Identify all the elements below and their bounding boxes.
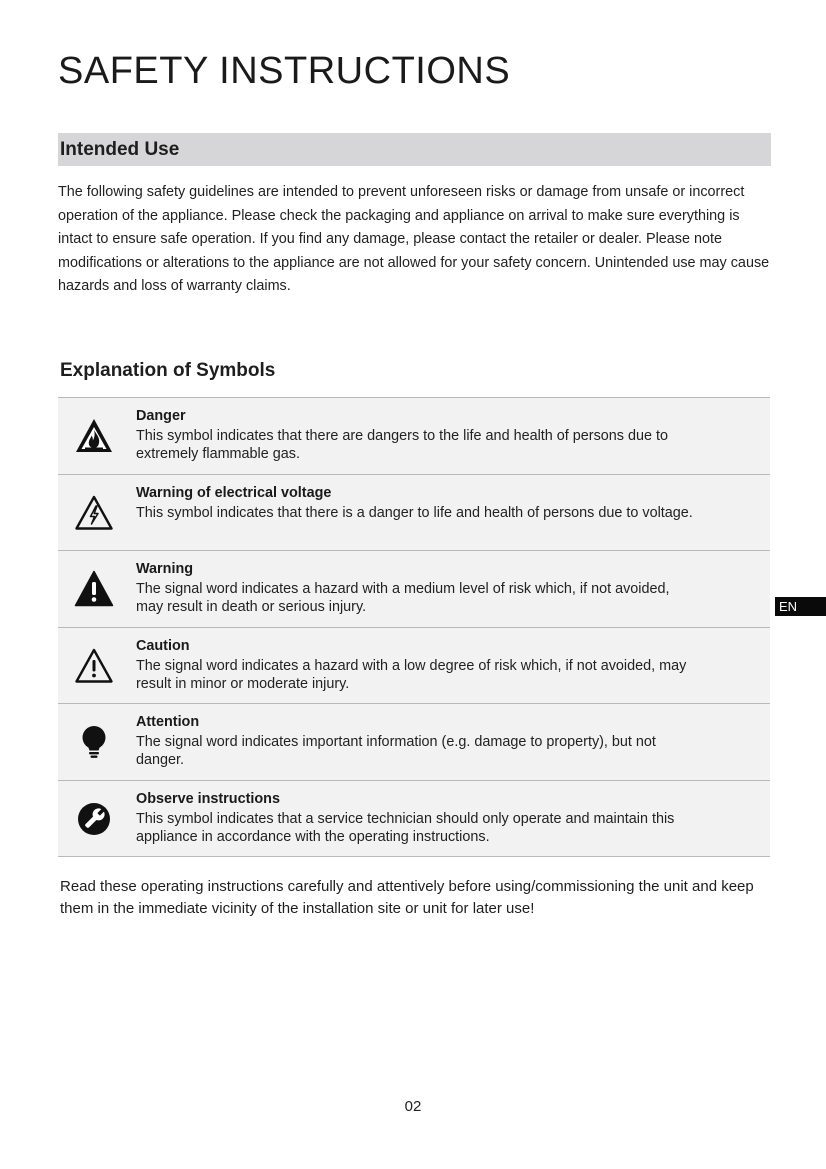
symbol-title: Observe instructions	[136, 790, 280, 807]
intended-use-heading: Intended Use	[60, 139, 180, 160]
symbol-description: The signal word indicates a hazard with a medium level of risk which, if not avoided, may result in death or serious injury.	[136, 581, 670, 615]
symbol-description: The signal word indicates important information (e.g. damage to property), but not danger.	[136, 734, 656, 768]
warning-exclamation-icon	[74, 569, 114, 609]
wrench-icon	[74, 799, 114, 839]
symbol-description: The signal word indicates a hazard with a low degree of risk which, if not avoided, may result in minor or moderate injury.	[136, 657, 687, 692]
intended-use-header-bar	[58, 133, 771, 166]
intended-use-text: The following safety guidelines are intended to prevent unforeseen risks or damage from unsafe or incorrect operation of the appliance. Please check the packaging and appliance on arrival to make sure everything is intact to ensure safe operation. If you find any damage, please contact the retailer or dealer. Please note modifications or alterations to the appliance are not allowed for your safety concern. Unintended use may cause hazards and loss of warranty claims.	[58, 184, 770, 295]
symbol-description: This symbol indicates that there are dangers to the life and health of persons due to extremely flammable gas.	[136, 428, 668, 462]
symbol-description: This symbol indicates that there is a danger to life and health of persons due to voltage.	[136, 504, 693, 521]
symbol-title: Danger	[136, 408, 186, 424]
symbol-row-electrical-voltage	[58, 475, 770, 552]
symbols-table	[58, 397, 770, 857]
flammable-warning-icon	[74, 416, 114, 456]
symbol-title: Caution	[136, 637, 190, 654]
symbol-row-caution	[58, 628, 770, 705]
symbol-row-danger	[58, 398, 770, 475]
symbols-heading: Explanation of Symbols	[60, 360, 276, 381]
caution-exclamation-icon	[74, 646, 114, 686]
symbol-row-warning	[58, 551, 770, 628]
language-tab: EN	[775, 597, 826, 616]
symbol-title: Warning	[136, 561, 194, 577]
page-number: 02	[404, 1098, 422, 1115]
symbol-description: This symbol indicates that a service technician should only operate and maintain this appliance in accordance with the operating instructions.	[136, 810, 675, 845]
symbol-title: Attention	[136, 714, 200, 730]
electrical-voltage-icon	[74, 493, 114, 533]
symbol-title: Warning of electrical voltage	[136, 484, 332, 501]
symbol-row-attention	[58, 704, 770, 781]
page-title: SAFETY INSTRUCTIONS	[58, 50, 511, 92]
symbol-row-observe-instructions	[58, 781, 770, 858]
closing-text: Read these operating instructions carefully and attentively before using/commissioning the unit and keep them in the immediate vicinity of the installation site or unit for later use!	[60, 878, 754, 917]
lightbulb-icon	[74, 722, 114, 762]
